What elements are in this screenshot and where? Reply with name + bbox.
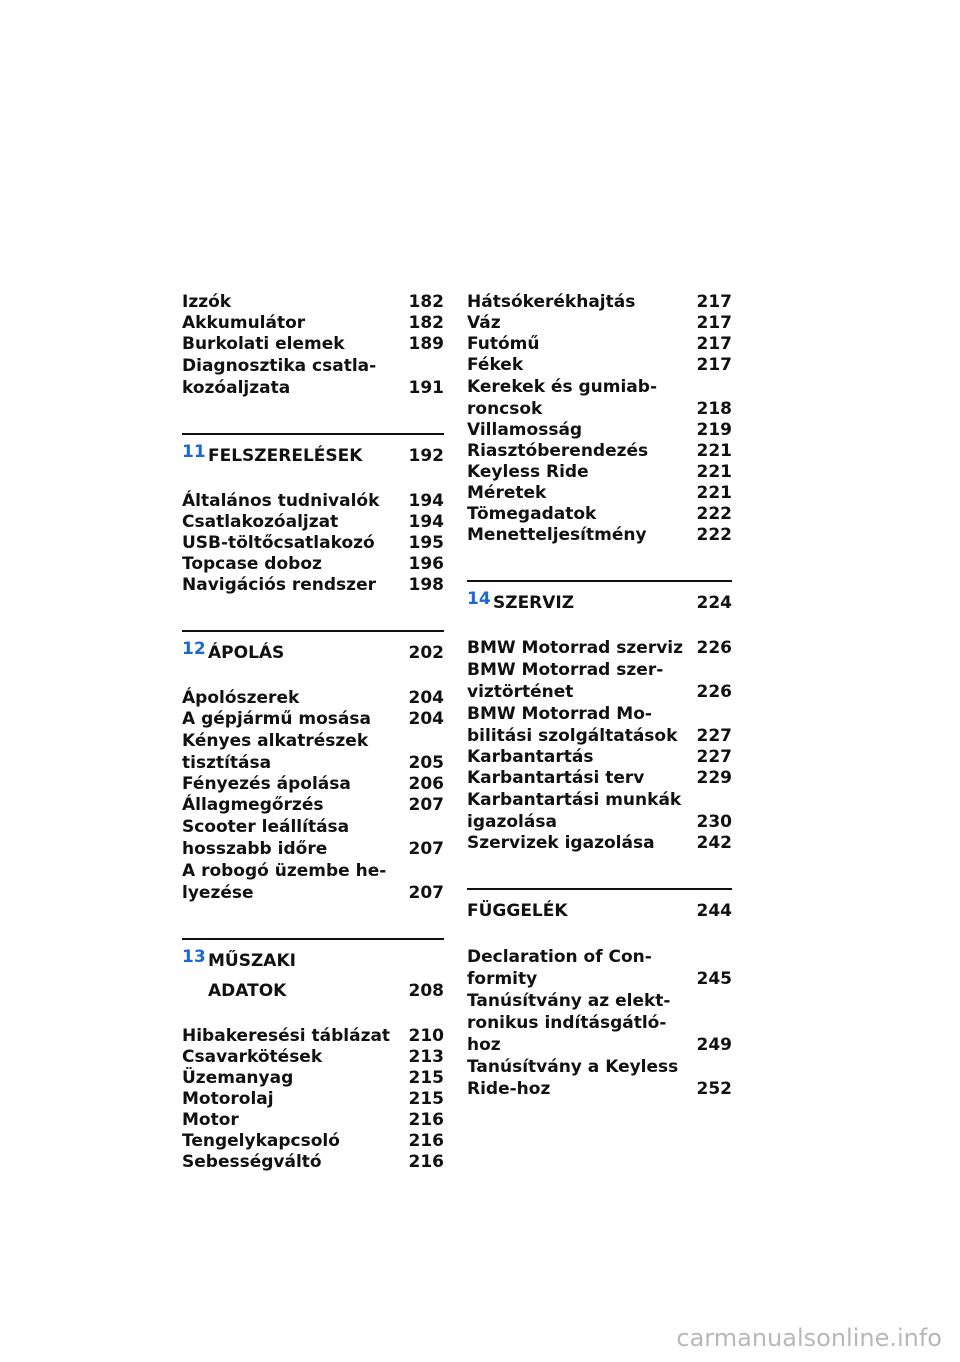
toc-entry-page: 217 (696, 334, 732, 354)
toc-entry-title: BMW Motorrad Mobilitási szolgáltatások (467, 704, 678, 746)
toc-entry-page: 227 (696, 747, 732, 767)
toc-entry-title: Menetteljesítmény (467, 525, 647, 545)
toc-entry-page: 207 (408, 883, 444, 903)
toc-entry-title: USB-töltőcsatlakozó (182, 533, 375, 553)
toc-entry-page: 194 (408, 491, 444, 511)
toc-entry[interactable] (182, 554, 444, 575)
toc-entry-title: Méretek (467, 483, 547, 503)
toc-entry-page: 207 (408, 839, 444, 859)
toc-entry[interactable] (467, 313, 732, 334)
toc-entry-title: Topcase doboz (182, 554, 322, 574)
toc-entry-page: 198 (408, 575, 444, 595)
toc-entry-page: 194 (408, 512, 444, 532)
toc-entry[interactable] (467, 292, 732, 313)
toc-entry[interactable] (182, 688, 444, 709)
toc-group (182, 491, 444, 596)
toc-entry[interactable] (467, 833, 732, 854)
section-page: 202 (408, 643, 444, 663)
toc-entry[interactable] (467, 504, 732, 525)
toc-entry-title: Általános tudnivalók (182, 491, 380, 511)
toc-entry[interactable] (467, 376, 732, 420)
toc-entry[interactable] (182, 292, 444, 313)
toc-entry-title: BMW Motorrad szerviz (467, 638, 684, 658)
toc-entry-title: Keyless Ride (467, 462, 589, 482)
section-title: ÁPOLÁS (208, 643, 285, 663)
toc-entry-title: Karbantartás (467, 747, 594, 767)
section-page: 208 (408, 981, 444, 1001)
toc-entry[interactable] (467, 1056, 732, 1100)
toc-entry-page: 221 (696, 462, 732, 482)
toc-column-left (182, 292, 444, 1173)
toc-entry[interactable] (467, 659, 732, 703)
toc-entry[interactable] (467, 747, 732, 768)
toc-entry-title: Sebességváltó (182, 1152, 322, 1172)
toc-entry[interactable] (182, 334, 444, 355)
toc-entry[interactable] (467, 638, 732, 659)
toc-entry-title: Declaration of Conformity (467, 947, 652, 989)
toc-entry[interactable] (182, 1068, 444, 1089)
toc-entry-page: 217 (696, 313, 732, 333)
toc-entry[interactable] (467, 355, 732, 376)
toc-entry-title: Diagnosztika csatlakozóaljzata (182, 356, 377, 398)
toc-entry[interactable] (182, 491, 444, 512)
toc-entry[interactable] (467, 789, 732, 833)
toc-entry-page: 245 (696, 969, 732, 989)
toc-entry-title: A gépjármű mosása (182, 709, 371, 729)
toc-entry-title: Fékek (467, 355, 524, 375)
toc-entry-title: BMW Motorrad szerviztörténet (467, 660, 664, 702)
watermark: carmanualsonline.info (676, 1324, 942, 1352)
section-page: 244 (696, 901, 732, 921)
toc-entry[interactable] (467, 703, 732, 747)
toc-entry-page: 226 (696, 638, 732, 658)
toc-entry[interactable] (467, 483, 732, 504)
toc-group (467, 946, 732, 1100)
toc-entry-title: Futómű (467, 334, 540, 354)
toc-entry-page: 216 (408, 1131, 444, 1151)
toc-group (467, 292, 732, 546)
toc-entry-page: 226 (696, 682, 732, 702)
toc-group (182, 688, 444, 904)
section-number: 11 (182, 442, 206, 462)
toc-entry[interactable] (182, 795, 444, 816)
toc-entry-title: Hibakeresési táblázat (182, 1026, 391, 1046)
toc-group (182, 1026, 444, 1173)
toc-entry[interactable] (467, 768, 732, 789)
toc-entry-page: 230 (696, 812, 732, 832)
toc-entry[interactable] (467, 525, 732, 546)
toc-entry-title: Burkolati elemek (182, 334, 345, 354)
toc-entry-title: Csavarkötések (182, 1047, 323, 1067)
toc-entry[interactable] (182, 860, 444, 904)
toc-entry-title: Motor (182, 1110, 239, 1130)
toc-entry-page: 249 (696, 1035, 732, 1055)
toc-entry-page: 204 (408, 709, 444, 729)
toc-entry-page: 229 (696, 768, 732, 788)
toc-entry-page: 221 (696, 441, 732, 461)
toc-entry-page: 216 (408, 1110, 444, 1130)
toc-entry-page: 222 (696, 504, 732, 524)
toc-entry-page: 252 (696, 1079, 732, 1099)
toc-entry-title: Akkumulátor (182, 313, 306, 333)
toc-entry[interactable] (182, 1110, 444, 1131)
toc-entry[interactable] (182, 533, 444, 554)
toc-entry-page: 182 (408, 313, 444, 333)
toc-entry-title: Karbantartási terv (467, 768, 645, 788)
section-page: 224 (696, 593, 732, 613)
toc-entry-page: 219 (696, 420, 732, 440)
toc-entry-title: A robogó üzembe helyezése (182, 861, 387, 903)
section-heading[interactable] (182, 630, 444, 668)
toc-entry[interactable] (182, 709, 444, 730)
section-number: 13 (182, 947, 206, 967)
section-heading[interactable] (182, 433, 444, 471)
toc-entry-title: Izzók (182, 292, 232, 312)
toc-entry-page: 205 (408, 753, 444, 773)
toc-entry[interactable] (182, 512, 444, 533)
toc-entry[interactable] (182, 355, 444, 399)
toc-entry-title: Motorolaj (182, 1089, 274, 1109)
section-title: SZERVIZ (493, 593, 575, 613)
toc-entry[interactable] (182, 575, 444, 596)
toc-entry-page: 215 (408, 1068, 444, 1088)
toc-entry-title: Navigációs rendszer (182, 575, 376, 595)
toc-entry[interactable] (182, 774, 444, 795)
toc-entry[interactable] (182, 730, 444, 774)
toc-group (467, 638, 732, 854)
toc-entry-title: Hátsókerékhajtás (467, 292, 636, 312)
toc-entry[interactable] (182, 313, 444, 334)
toc-entry-title: Csatlakozóaljzat (182, 512, 339, 532)
toc-entry-page: 182 (408, 292, 444, 312)
toc-entry[interactable] (467, 334, 732, 355)
toc-group (182, 292, 444, 399)
toc-entry-page: 210 (408, 1026, 444, 1046)
toc-entry-page: 207 (408, 795, 444, 815)
toc-entry[interactable] (467, 420, 732, 441)
toc-entry-page: 213 (408, 1047, 444, 1067)
toc-entry-title: Riasztóberendezés (467, 441, 649, 461)
toc-entry-page: 222 (696, 525, 732, 545)
toc-entry-title: Villamosság (467, 420, 583, 440)
toc-entry-title: Scooter leállítása hosszabb időre (182, 817, 350, 859)
section-page: 192 (408, 446, 444, 466)
section-title: MŰSZAKI ADATOK (208, 951, 296, 1001)
toc-entry[interactable] (467, 441, 732, 462)
toc-entry[interactable] (182, 1152, 444, 1173)
toc-entry-page: 189 (408, 334, 444, 354)
toc-column-right (467, 292, 732, 1100)
toc-entry-page: 191 (408, 378, 444, 398)
section-number: 14 (467, 589, 491, 609)
toc-entry[interactable] (182, 1089, 444, 1110)
toc-entry-title: Fényezés ápolása (182, 774, 351, 794)
toc-entry-title: Váz (467, 313, 501, 333)
section-heading[interactable] (182, 938, 444, 1006)
toc-entry-title: Szervizek igazolása (467, 833, 655, 853)
toc-entry-title: Tengelykapcsoló (182, 1131, 340, 1151)
toc-entry-page: 221 (696, 483, 732, 503)
toc-entry[interactable] (182, 1131, 444, 1152)
section-title: FELSZERELÉSEK (208, 446, 363, 466)
toc-entry-title: Tanúsítvány az elektronikus indításgátlóhoz (467, 991, 671, 1055)
toc-entry-title: Állagmegőrzés (182, 795, 324, 815)
toc-entry[interactable] (182, 1047, 444, 1068)
toc-entry-page: 217 (696, 292, 732, 312)
toc-entry-title: Üzemanyag (182, 1068, 294, 1088)
toc-entry-page: 227 (696, 726, 732, 746)
toc-entry[interactable] (467, 462, 732, 483)
toc-entry[interactable] (467, 946, 732, 990)
toc-entry-title: Tömegadatok (467, 504, 597, 524)
toc-entry-title: Karbantartási munkák igazolása (467, 790, 682, 832)
section-number: 12 (182, 639, 206, 659)
toc-entry-page: 206 (408, 774, 444, 794)
toc-entry-title: Ápolószerek (182, 688, 300, 708)
toc-entry-page: 242 (696, 833, 732, 853)
toc-entry-page: 217 (696, 355, 732, 375)
toc-entry[interactable] (182, 1026, 444, 1047)
section-heading[interactable] (467, 580, 732, 618)
section-title: FÜGGELÉK (467, 901, 568, 921)
section-heading[interactable] (467, 888, 732, 926)
toc-entry-title: Tanúsítvány a Keyless Ride-hoz (467, 1057, 679, 1099)
toc-entry-page: 195 (408, 533, 444, 553)
toc-entry[interactable] (182, 816, 444, 860)
toc-entry-page: 204 (408, 688, 444, 708)
toc-entry-page: 196 (408, 554, 444, 574)
toc-entry-page: 216 (408, 1152, 444, 1172)
toc-entry-title: Kerekek és gumiabroncsok (467, 377, 658, 419)
toc-entry-page: 218 (696, 399, 732, 419)
toc-entry-title: Kényes alkatrészek tisztítása (182, 731, 369, 773)
toc-entry[interactable] (467, 990, 732, 1056)
toc-entry-page: 215 (408, 1089, 444, 1109)
